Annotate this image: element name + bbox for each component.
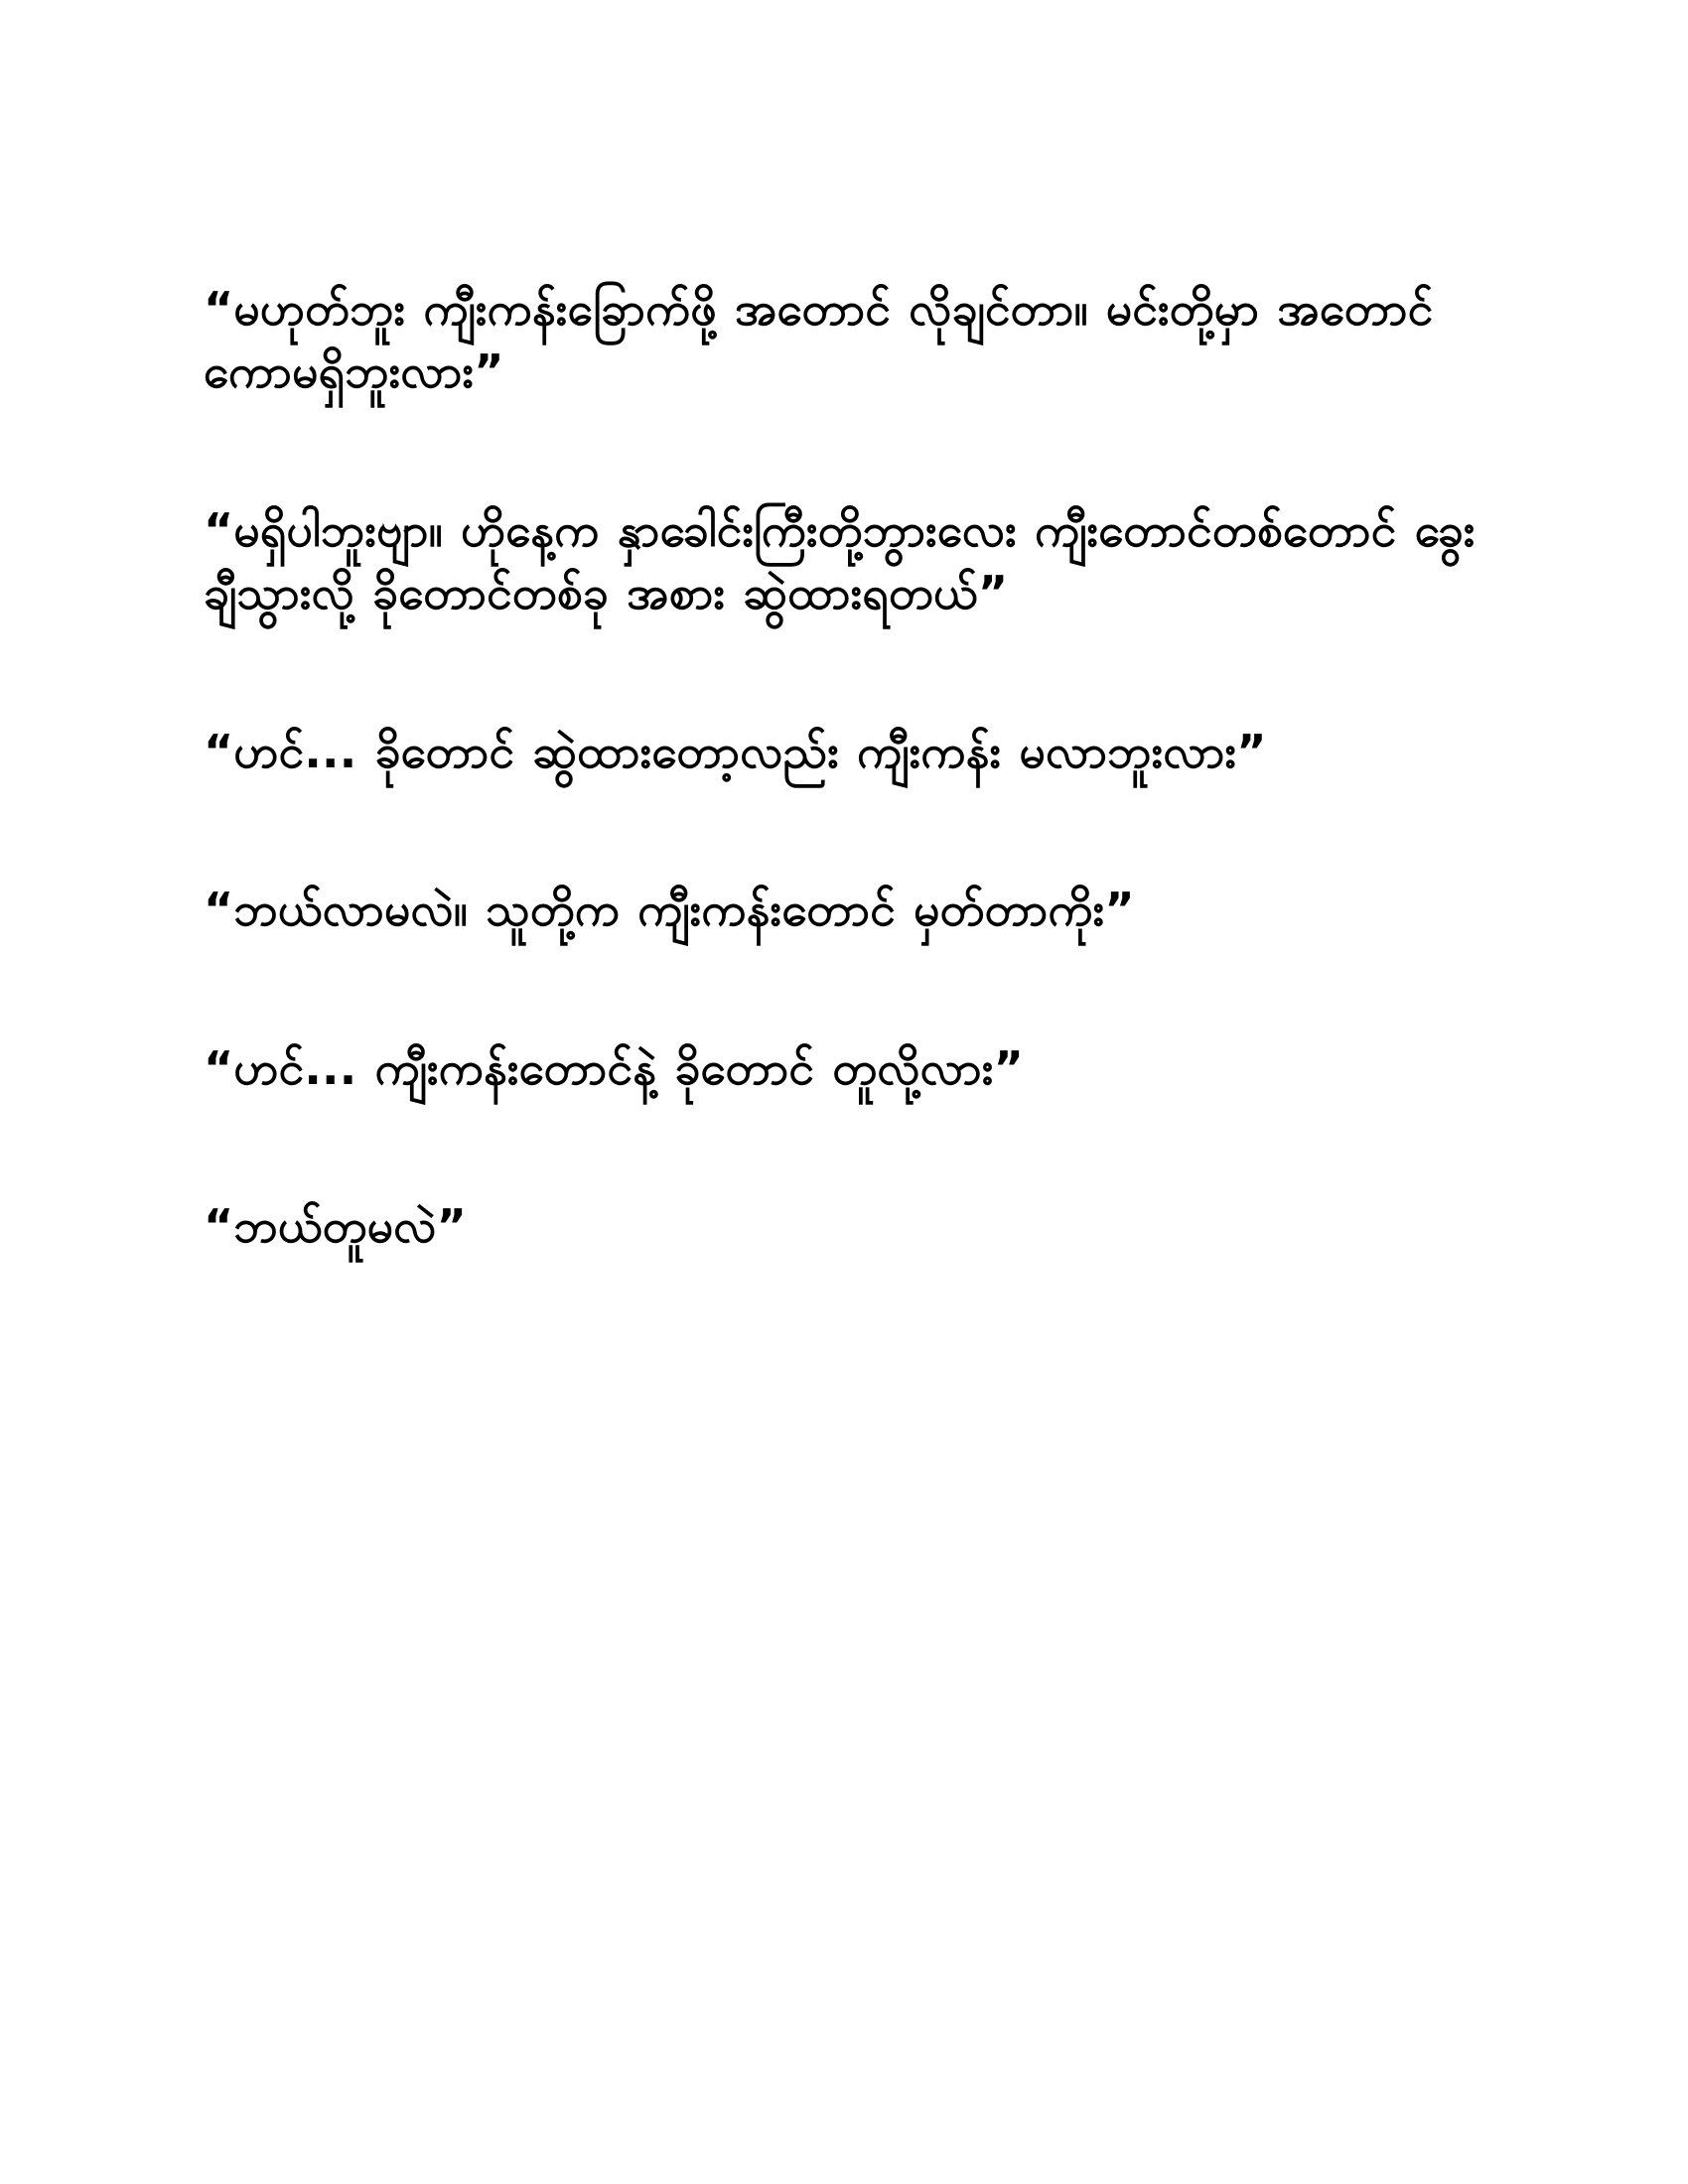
- paragraph: “မရှိပါဘူးဗျာ။ ဟိုနေ့က နှာခေါင်းကြီးတို့ဘွားလေး ကျီးတောင်တစ်တောင် ခွေးချီသွားလို့ ခိုတောင်တစ်ခု အစား ဆွဲထားရတယ်”: [204, 502, 1476, 620]
- paragraph: “ဘယ်တူမလဲ”: [204, 1199, 468, 1254]
- paragraph: “မဟုတ်ဘူး ကျီးကန်းခြောက်ဖို့ အတောင် လိုချင်တာ။ မင်းတို့မှာ အတောင်ကောမရှိဘူးလား”: [204, 282, 1434, 399]
- paragraph: “ဟင်... ကျီးကန်းတောင်နဲ့ ခိုတောင် တူလို့လား”: [204, 1040, 1025, 1095]
- document-body: [204, 278, 1479, 1259]
- paragraph: “ဟင်... ခိုတောင် ဆွဲထားတော့လည်း ကျီးကန်း မလာဘူးလား”: [204, 724, 1267, 778]
- paragraph: “ဘယ်လာမလဲ။ သူတို့က ကျီးကန်းတောင် မှတ်တာကိုး”: [204, 883, 1135, 937]
